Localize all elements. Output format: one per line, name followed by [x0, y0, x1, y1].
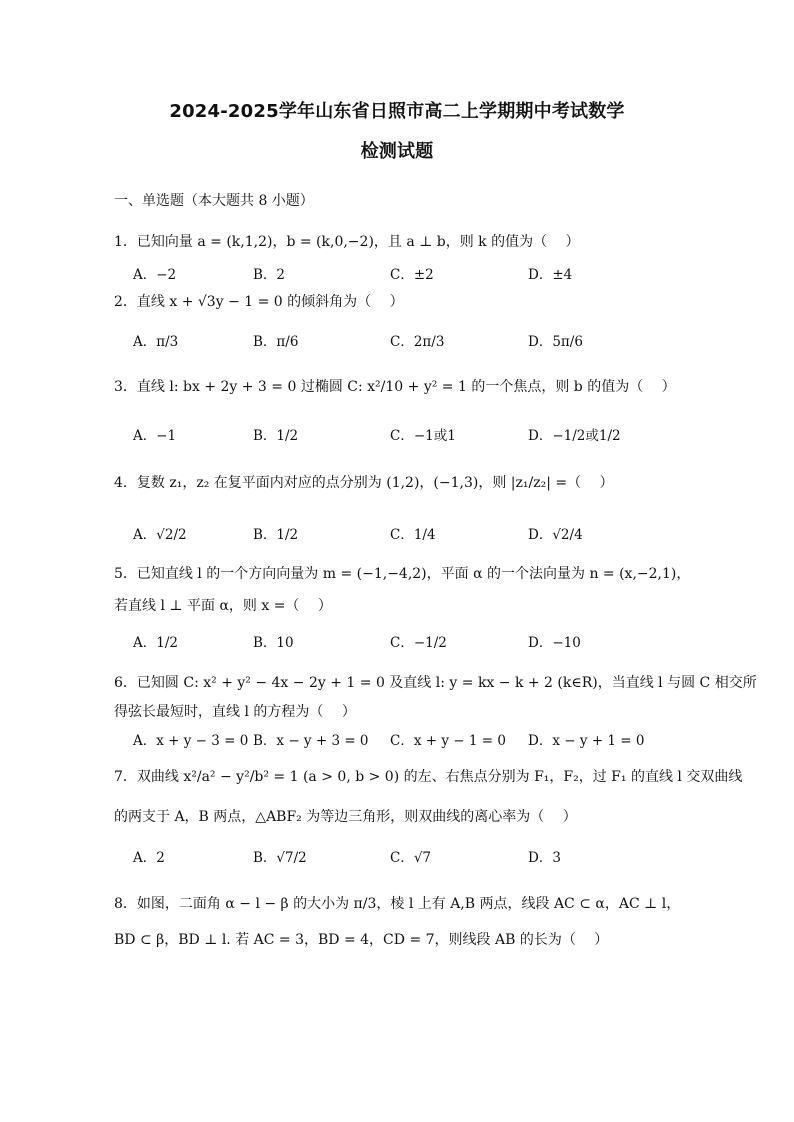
question-7-stem-line1: 7．双曲线 x²/a² − y²/b² = 1 (a > 0, b > 0) 的左、右焦点分别为 F₁，F₂，过 F₁ 的直线 l 交双曲线 [114, 769, 743, 785]
question-8-stem-line1: 8．如图，二面角 α − l − β 的大小为 π/3，棱 l 上有 A,B 两点，线段 AC ⊂ α，AC ⊥ l， [114, 896, 681, 912]
section-heading: 一、单选题（本大题共 8 小题） [114, 193, 314, 209]
question-6-option-b: B．x − y + 3 = 0 [253, 733, 369, 749]
question-6-option-d: D．x − y + 1 = 0 [528, 733, 645, 749]
question-5-stem-line2: 若直线 l ⊥ 平面 α，则 x =（ ） [114, 598, 332, 614]
question-1-stem: 1．已知向量 a = (k,1,2)，b = (k,0,−2)，且 a ⊥ b，则 k 的值为（ ） [114, 234, 580, 250]
question-2-stem: 2．直线 x + √3y − 1 = 0 的倾斜角为（ ） [114, 294, 404, 310]
question-1-option-c: C．±2 [390, 267, 434, 283]
question-7-option-c: C．√7 [390, 850, 432, 866]
question-1-option-b: B．2 [253, 267, 286, 283]
question-5-option-c: C．−1/2 [390, 635, 447, 651]
question-6-option-c: C．x + y − 1 = 0 [390, 733, 506, 749]
question-3-option-c: C．−1或1 [390, 428, 456, 444]
question-4-option-c: C．1/4 [390, 527, 436, 543]
question-2-option-d: D．5π/6 [528, 334, 583, 350]
question-6-option-a: A．x + y − 3 = 0 [133, 733, 249, 749]
question-3-option-d: D．−1/2或1/2 [528, 428, 621, 444]
question-4-option-a: A．√2/2 [133, 527, 187, 543]
question-4-option-d: D．√2/4 [528, 527, 583, 543]
question-4-option-b: B．1/2 [253, 527, 299, 543]
question-7-stem-line2: 的两支于 A，B 两点，△ABF₂ 为等边三角形，则双曲线的离心率为（ ） [114, 809, 577, 825]
question-8-stem-line2: BD ⊂ β，BD ⊥ l. 若 AC = 3，BD = 4，CD = 7，则线段 AB 的长为（ ） [114, 932, 609, 948]
question-7-option-b: B．√7/2 [253, 850, 307, 866]
question-7-option-a: A．2 [133, 850, 165, 866]
exam-title: 2024-2025学年山东省日照市高二上学期期中考试数学 [169, 101, 625, 122]
question-2-option-b: B．π/6 [253, 334, 299, 350]
question-3-option-b: B．1/2 [253, 428, 299, 444]
question-3-stem: 3．直线 l: bx + 2y + 3 = 0 过椭圆 C: x²/10 + y² = 1 的一个焦点，则 b 的值为（ ） [114, 379, 676, 395]
question-5-option-b: B．10 [253, 635, 294, 651]
question-6-stem-line2: 得弦长最短时，直线 l 的方程为（ ） [114, 704, 356, 720]
question-5-option-d: D．−10 [528, 635, 581, 651]
question-7-option-d: D．3 [528, 850, 561, 866]
exam-subtitle: 检测试题 [360, 141, 434, 162]
question-1-option-d: D．±4 [528, 267, 573, 283]
question-5-stem-line1: 5．已知直线 l 的一个方向向量为 m = (−1,−4,2)，平面 α 的一个法向量为 n = (x,−2,1)， [114, 566, 691, 582]
question-1-option-a: A．−2 [133, 267, 177, 283]
question-2-option-c: C．2π/3 [390, 334, 445, 350]
question-3-option-a: A．−1 [133, 428, 177, 444]
question-6-stem-line1: 6．已知圆 C: x² + y² − 4x − 2y + 1 = 0 及直线 l: y = kx − k + 2 (k∈R)，当直线 l 与圆 C 相交所 [114, 675, 757, 691]
question-4-stem: 4．复数 z₁，z₂ 在复平面内对应的点分别为 (1,2)，(−1,3)，则 |z₁/z₂| =（ ） [114, 475, 614, 491]
question-5-option-a: A．1/2 [133, 635, 178, 651]
question-2-option-a: A．π/3 [133, 334, 179, 350]
